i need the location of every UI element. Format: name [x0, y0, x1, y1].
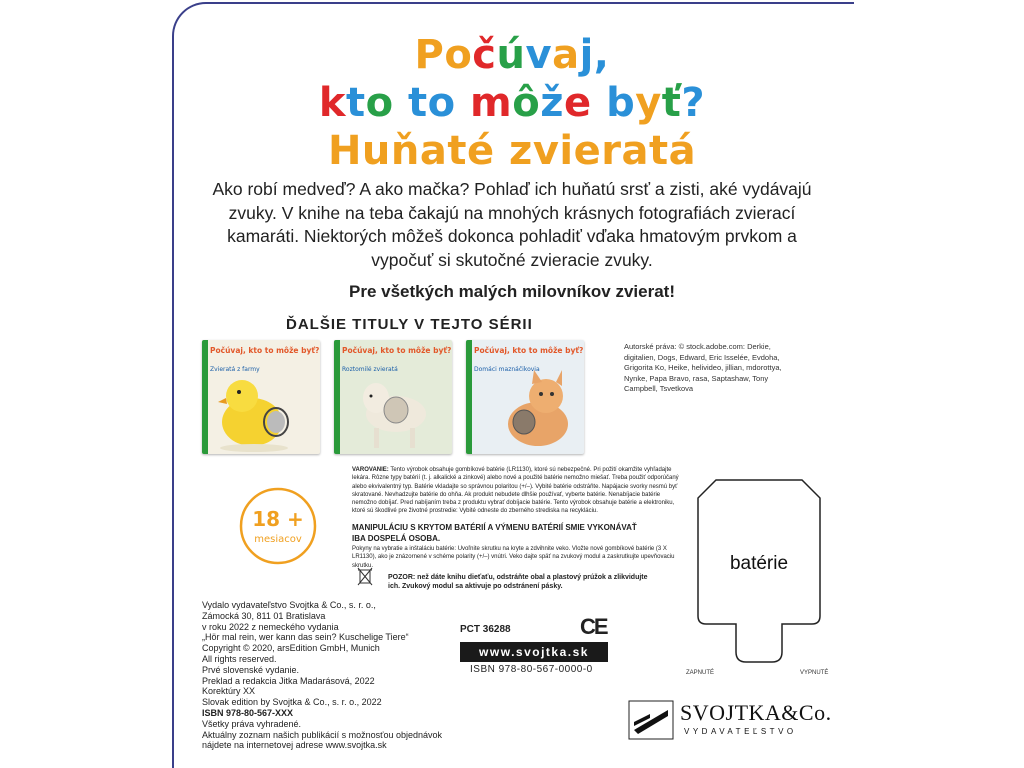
tagline: Pre všetkých malých milovníkov zvierat! — [349, 282, 675, 301]
imprint — [202, 600, 462, 751]
battery-instructions: Pokyny na vybratie a inštaláciu batérie: Uvoľnite skrutku na kryte a zdvihnite veko. Vložte nové gombíkové batérie (3 X LR1130), ako je znázornené v schéme polarity (+/–) vnútri. Veko dajte späť na zvukový modul a zaskrutkujte upevňovaciu skrutku. — [352, 546, 675, 569]
title-letter-group: o — [365, 80, 409, 126]
title-letter-group: j, — [579, 32, 610, 78]
pct-code: PCT 36288 — [460, 624, 511, 635]
series-book-pets — [466, 340, 584, 454]
recycle-bin-icon — [356, 566, 374, 586]
title-letter-group: v — [525, 32, 553, 78]
series-book-subtitle: Zvieratá z farmy — [210, 366, 260, 373]
title-letter-group: y — [635, 80, 662, 126]
series-book-title: Počúvaj, kto to môže byť? — [210, 346, 320, 355]
imprint-line: Všetky práva vyhradené. — [202, 718, 302, 729]
isbn: ISBN 978-80-567-0000-0 — [470, 664, 593, 675]
series-heading: ĎALŠIE TITULY V TEJTO SÉRII — [286, 316, 533, 333]
switch-on-label: ZAPNUTÉ — [686, 670, 715, 676]
imprint-line: Slovak edition by Svojtka & Co., s. r. o., 2022 — [202, 697, 382, 708]
title-letter-group: ž — [540, 80, 564, 126]
caution-notice: POZOR: než dáte knihu dieťaťu, odstráňte obal a plastový prúžok a zlikvidujte ich. Zvukový modul sa aktivuje po odstránení pásky. — [388, 574, 648, 590]
battery-label: batérie — [729, 553, 789, 574]
book-description: Ako robí medveď? A ako mačka? Pohlaď ich huňatú srsť a zisti, aké vydávajú zvuky. V knihe na teba čakajú na mnohých krásnych fotografiách zvierací kamaráti. Niektorých môžeš dokonca pohladiť vďaka hmatovým prvkom a vypočuť si skutočné zvieracie zvuky. — [212, 179, 812, 270]
title-letter-group: ? — [681, 80, 706, 126]
series-book-subtitle: Domáci maznáčikovia — [474, 366, 540, 373]
switch-off-label: VYPNUTÉ — [800, 670, 829, 676]
title-letter-group: ô — [512, 80, 541, 126]
title-letter-group: č — [472, 32, 497, 78]
age-badge-icon — [238, 486, 318, 566]
imprint-line: Prvé slovenské vydanie. — [202, 664, 300, 675]
duckling-icon — [202, 340, 320, 454]
imprint-line: Zámocká 30, 811 01 Bratislava — [202, 610, 326, 621]
imprint-line: Korektúry XX — [202, 686, 256, 697]
imprint-line: nájdete na internetovej adrese www.svojtka.sk — [202, 740, 387, 751]
series-book-cute — [334, 340, 452, 454]
title-letter-group: ú — [496, 32, 526, 78]
imprint-line: „Hör mal rein, wer kann das sein? Kuschelige Tiere“ — [202, 632, 409, 643]
series-book-farm — [202, 340, 320, 454]
website-banner[interactable]: www.svojtka.sk — [460, 642, 608, 662]
title-line-1 — [200, 30, 824, 80]
title-line-2 — [200, 78, 824, 128]
adult-only-notice: MANIPULÁCIU S KRYTOM BATÉRIÍ A VÝMENU BATÉRIÍ SMIE VYKONÁVAŤ IBA DOSPELÁ OSOBA. — [352, 523, 637, 543]
title-letter-group: e — [564, 80, 607, 126]
photo-credits: Autorské práva: © stock.adobe.com: Derkie, digitalien, Dogs, Edward, Eric Isselée, Evdoha, Grigorita Ko, Heike, helivideo, jillian, mdorottya, Nynke, Papa Bravo, rasa, Saptashaw, Tony Campbell, Tsvetkova — [624, 342, 782, 393]
title-letter-group: t — [345, 80, 366, 126]
kitten-icon — [466, 340, 584, 454]
title-letter-group: m — [470, 80, 513, 126]
title-letter-group: ť — [661, 80, 682, 126]
title-letter-group: b — [606, 80, 636, 126]
warning-text: Tento výrobok obsahuje gombíkové batérie (LR1130), ktoré sú nebezpečné. Pri požití okamžite vyhľadajte lekára. Rôzne typy batérií (t. j. alkalické a zinkové) alebo nové a použité batérie nemožno miešať. Treba použiť odporúčaný alebo ekvivalentný typ. Batérie vkladajte so správnou polaritou (+/–). Vybité batérie odstráňte. Napájacie svorky nesmú byť skratované. Nevhadzujte batérie do ohňa. Ak produkt nebudete dlhšie používať, vyberte batérie. Nenabíjacie batérie nemožno dobíjať. Pred nabíjaním treba z produktu vybrať dobíjacie batérie. Tento výrobok obsahuje batérie a elektroniku, ktoré sú škodlivé pre životné prostredie: Vybité odneste do zberného strediska na recykláciu. — [352, 467, 679, 515]
title-letter-group: to — [408, 80, 471, 126]
svojtka-logo-icon — [628, 700, 674, 740]
lamb-icon — [334, 340, 452, 454]
warning-label: VAROVANIE: — [352, 467, 389, 473]
series-book-title: Počúvaj, kto to môže byť? — [474, 346, 584, 355]
age-unit: mesiacov — [254, 534, 302, 545]
series-book-title: Počúvaj, kto to môže byť? — [342, 346, 452, 355]
imprint-line: Vydalo vydavateľstvo Svojtka & Co., s. r. o., — [202, 600, 376, 610]
series-book-subtitle: Roztomilé zvieratá — [342, 366, 398, 373]
imprint-line: All rights reserved. — [202, 653, 277, 664]
publisher-subtitle: VYDAVATEĽSTVO — [684, 727, 797, 736]
age-value: 18 + — [252, 507, 304, 531]
title-line-3: Huňaté zvieratá — [327, 128, 697, 174]
title-letter-group: Po — [414, 32, 473, 78]
title-letter-group: k — [318, 80, 346, 126]
imprint-line: Preklad a redakcia Jitka Madarásová, 2022 — [202, 675, 375, 686]
publisher-name: SVOJTKA&Co. — [680, 700, 832, 725]
title-letter-group: a — [552, 32, 580, 78]
imprint-line: Copyright © 2020, arsEdition GmbH, Munich — [202, 643, 380, 654]
imprint-line: v roku 2022 z nemeckého vydania — [202, 621, 339, 632]
imprint-line: ISBN 978-80-567-XXX — [202, 707, 294, 718]
ce-mark: CE — [580, 614, 607, 639]
imprint-line: Aktuálny zoznam našich publikácií s možnosťou objednávok — [202, 729, 443, 740]
battery-warning — [352, 466, 682, 516]
